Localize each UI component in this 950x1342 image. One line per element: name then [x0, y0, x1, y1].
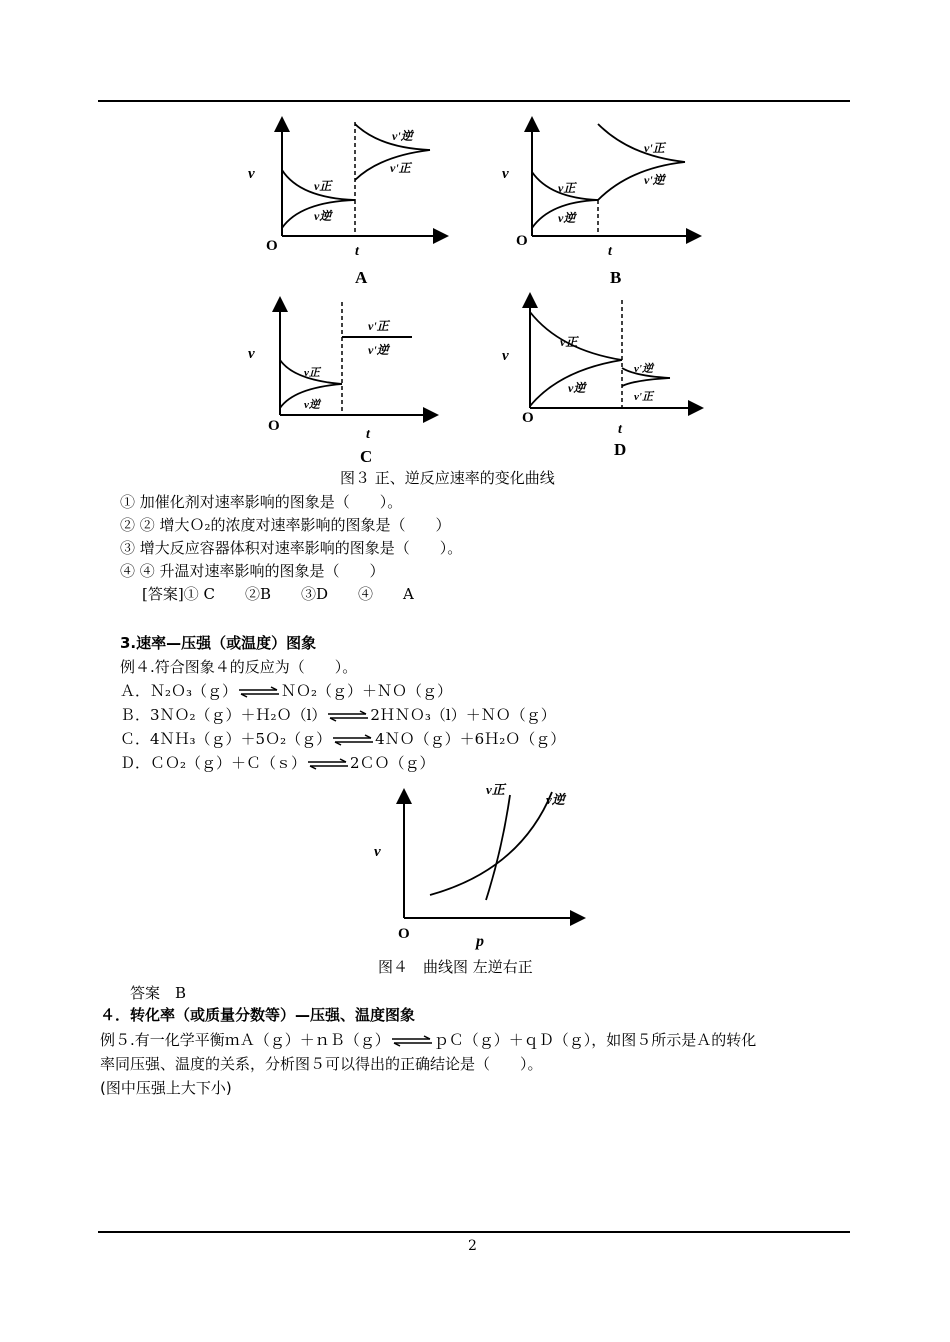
question-2: ② ② 增大Ｏ₂的浓度对速率影响的图象是（ ）: [120, 516, 451, 534]
panel-a-t-label: t: [355, 244, 359, 259]
panel-a: [248, 120, 445, 287]
option-d-left: Ｄ．ＣＯ₂（ｇ）＋Ｃ（ｓ）: [120, 754, 307, 772]
option-c: [120, 728, 565, 750]
figure3-graphs: [230, 110, 710, 470]
panel-b-label-1: v正: [558, 181, 576, 195]
section4-title: ４．转化率（或质量分数等）—压强、温度图象: [100, 1006, 416, 1024]
figure4-reverse-curve: [430, 792, 552, 895]
option-a-left: Ａ．Ｎ₂Ｏ₃（ｇ）: [120, 682, 238, 700]
equilibrium-arrow-icon: [306, 758, 350, 770]
panel-c-v-label: v: [248, 346, 255, 362]
panel-d-label-2: v逆: [568, 381, 586, 395]
panel-c-letter: C: [360, 447, 373, 466]
example5-line1-before: 例５.有一化学平衡ｍＡ（ｇ）＋ｎＢ（ｇ）: [100, 1031, 390, 1049]
figure4-p-label: p: [476, 933, 484, 950]
figure4-forward-curve: [486, 795, 510, 900]
panel-d-reverse2-curve: [622, 378, 670, 386]
panel-b-reverse2-curve: [598, 162, 685, 200]
page-number: 2: [468, 1238, 477, 1254]
answer-2: 答案 B: [130, 984, 187, 1002]
panel-d-label-4: v'正: [634, 391, 653, 403]
panel-c-origin: O: [268, 418, 280, 434]
panel-d-v-label: v: [502, 348, 509, 364]
figure4-origin: O: [398, 926, 410, 942]
equilibrium-arrow-icon: [326, 710, 370, 722]
panel-b: [502, 120, 698, 287]
header-rule: [98, 100, 850, 102]
panel-d-label-1: v正: [560, 335, 578, 349]
panel-b-origin: O: [516, 233, 528, 249]
panel-c: [248, 300, 435, 466]
example5-line1: [100, 1029, 756, 1051]
panel-b-t-label: t: [608, 244, 612, 259]
panel-a-label-2: v逆: [314, 209, 332, 223]
option-d-right: 2ＣＯ（ｇ）: [350, 754, 435, 772]
panel-c-label-2: v逆: [304, 399, 320, 411]
panel-d-label-3: v'逆: [634, 363, 653, 375]
equilibrium-arrow-icon: [237, 686, 281, 698]
option-b-right: 2ＨＮＯ₃（l）＋ＮＯ（ｇ）: [370, 706, 556, 724]
panel-a-label-1: v正: [314, 179, 332, 193]
panel-a-label-4: v'正: [390, 161, 411, 175]
panel-d-letter: D: [614, 440, 627, 459]
figure4-forward-label: v正: [486, 782, 505, 797]
answer-1: [答案]① C ②B ③D ④ A: [142, 585, 414, 603]
option-b-left: Ｂ．3ＮＯ₂（ｇ）＋Ｈ₂Ｏ（l）: [120, 706, 327, 724]
panel-d-origin: O: [522, 410, 534, 426]
panel-a-v-label: v: [248, 166, 255, 182]
option-c-left: Ｃ．4ＮＨ₃（ｇ）＋5Ｏ₂（ｇ）: [120, 730, 332, 748]
panel-a-label-3: v'逆: [392, 129, 413, 143]
option-b: [120, 704, 556, 726]
panel-d: [502, 296, 700, 459]
panel-c-t-label: t: [366, 427, 370, 442]
panel-a-letter: A: [355, 268, 368, 287]
option-c-right: 4ＮＯ（ｇ）＋6Ｈ₂Ｏ（ｇ）: [375, 730, 566, 748]
equilibrium-arrow-icon: [390, 1035, 434, 1047]
panel-b-forward2-curve: [598, 124, 685, 162]
panel-c-label-4: v'逆: [368, 343, 389, 357]
example4-stem: 例４.符合图象４的反应为（ ）。: [120, 658, 358, 676]
panel-d-t-label: t: [618, 422, 622, 437]
example5-line3: (图中压强上大下小): [100, 1079, 232, 1097]
option-a-right: ＮＯ₂（ｇ）＋ＮＯ（ｇ）: [281, 682, 453, 700]
panel-b-v-label: v: [502, 166, 509, 182]
panel-b-letter: B: [610, 268, 622, 287]
example5-line2: 率同压强、温度的关系，分析图５可以得出的正确结论是（ ）。: [100, 1055, 543, 1073]
question-4: ④ ④ 升温对速率影响的图象是（ ）: [120, 562, 385, 580]
panel-c-label-1: v正: [304, 367, 320, 379]
question-3: ③ 增大反应容器体积对速率影响的图象是（ ）。: [120, 539, 463, 557]
figure4-graph: [360, 780, 600, 955]
panel-c-label-3: v'正: [368, 319, 389, 333]
equilibrium-arrow-icon: [331, 734, 375, 746]
example5-line1-after: ｐＣ（ｇ）＋ｑＤ（ｇ），如图５所示是Ａ的转化: [433, 1031, 757, 1049]
panel-a-origin: O: [266, 238, 278, 254]
figure3-caption: 图３ 正、逆反应速率的变化曲线: [340, 469, 555, 487]
footer-rule: [98, 1231, 850, 1233]
option-a: [120, 680, 452, 702]
question-1: ① 加催化剂对速率影响的图象是（ ）。: [120, 493, 403, 511]
option-d: [120, 752, 435, 774]
figure4-caption: 图４ 曲线图 左逆右正: [378, 958, 533, 976]
panel-b-label-3: v'正: [644, 141, 665, 155]
figure4-v-label: v: [374, 844, 381, 860]
panel-b-label-4: v'逆: [644, 173, 665, 187]
figure4-reverse-label: v逆: [546, 792, 565, 807]
section3-title: 3.速率—压强（或温度）图象: [120, 634, 317, 652]
panel-b-label-2: v逆: [558, 211, 576, 225]
